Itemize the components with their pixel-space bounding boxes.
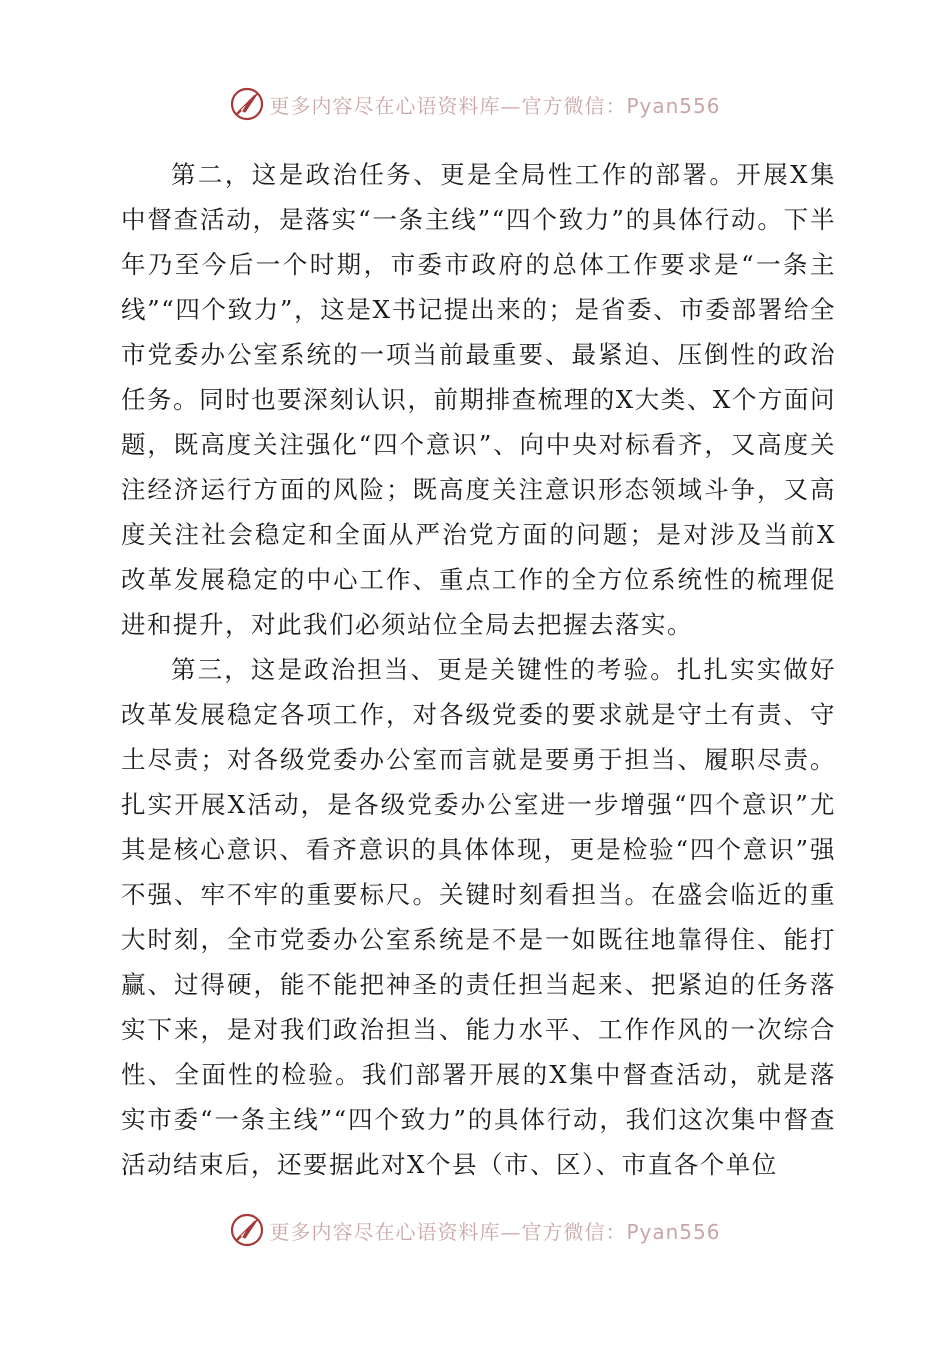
document-body — [121, 152, 836, 1187]
header-banner-text: 更多内容尽在心语资料库—官方微信：Pyan556 — [269, 93, 721, 118]
footer-banner-text: 更多内容尽在心语资料库—官方微信：Pyan556 — [269, 1219, 721, 1244]
paragraph-third-point: 第三，这是政治担当、更是关键性的考验。扎扎实实做好改革发展稳定各项工作，对各级党委的要求就是守土有责、守土尽责；对各级党委办公室而言就是要勇于担当、履职尽责。扎实开展X活动，是各级党委办公室进一步增强“四个意识”尤其是核心意识、看齐意识的具体体现，更是检验“四个意识”强不强、牢不牢的重要标尺。关键时刻看担当。在盛会临近的重大时刻，全市党委办公室系统是不是一如既往地靠得住、能打赢、过得硬，能不能把神圣的责任担当起来、把紧迫的任务落实下来，是对我们政治担当、能力水平、工作作风的一次综合性、全面性的检验。我们部署开展的X集中督查活动，就是落实市委“一条主线”“四个致力”的具体行动，我们这次集中督查活动结束后，还要据此对X个县（市、区）、市直各个单位 — [121, 655, 836, 1179]
paragraph-second-point: 第二，这是政治任务、更是全局性工作的部署。开展X集中督查活动，是落实“一条主线”“四个致力”的具体行动。下半年乃至今后一个时期，市委市政府的总体工作要求是“一条主线”“四个致力”，这是X书记提出来的；是省委、市委部署给全市党委办公室系统的一项当前最重要、最紧迫、压倒性的政治任务。同时也要深刻认识，前期排查梳理的X大类、X个方面问题，既高度关注强化“四个意识”、向中央对标看齐，又高度关注经济运行方面的风险；既高度关注意识形态领域斗争，又高度关注社会稳定和全面从严治党方面的问题；是对涉及当前X改革发展稳定的中心工作、重点工作的全方位系统性的梳理促进和提升，对此我们必须站位全局去把握去落实。 — [121, 160, 836, 639]
header-watermark-banner — [0, 84, 950, 124]
footer-watermark-banner — [0, 1210, 950, 1250]
quill-seal-logo-icon — [229, 86, 265, 122]
quill-seal-logo-icon — [229, 1212, 265, 1248]
